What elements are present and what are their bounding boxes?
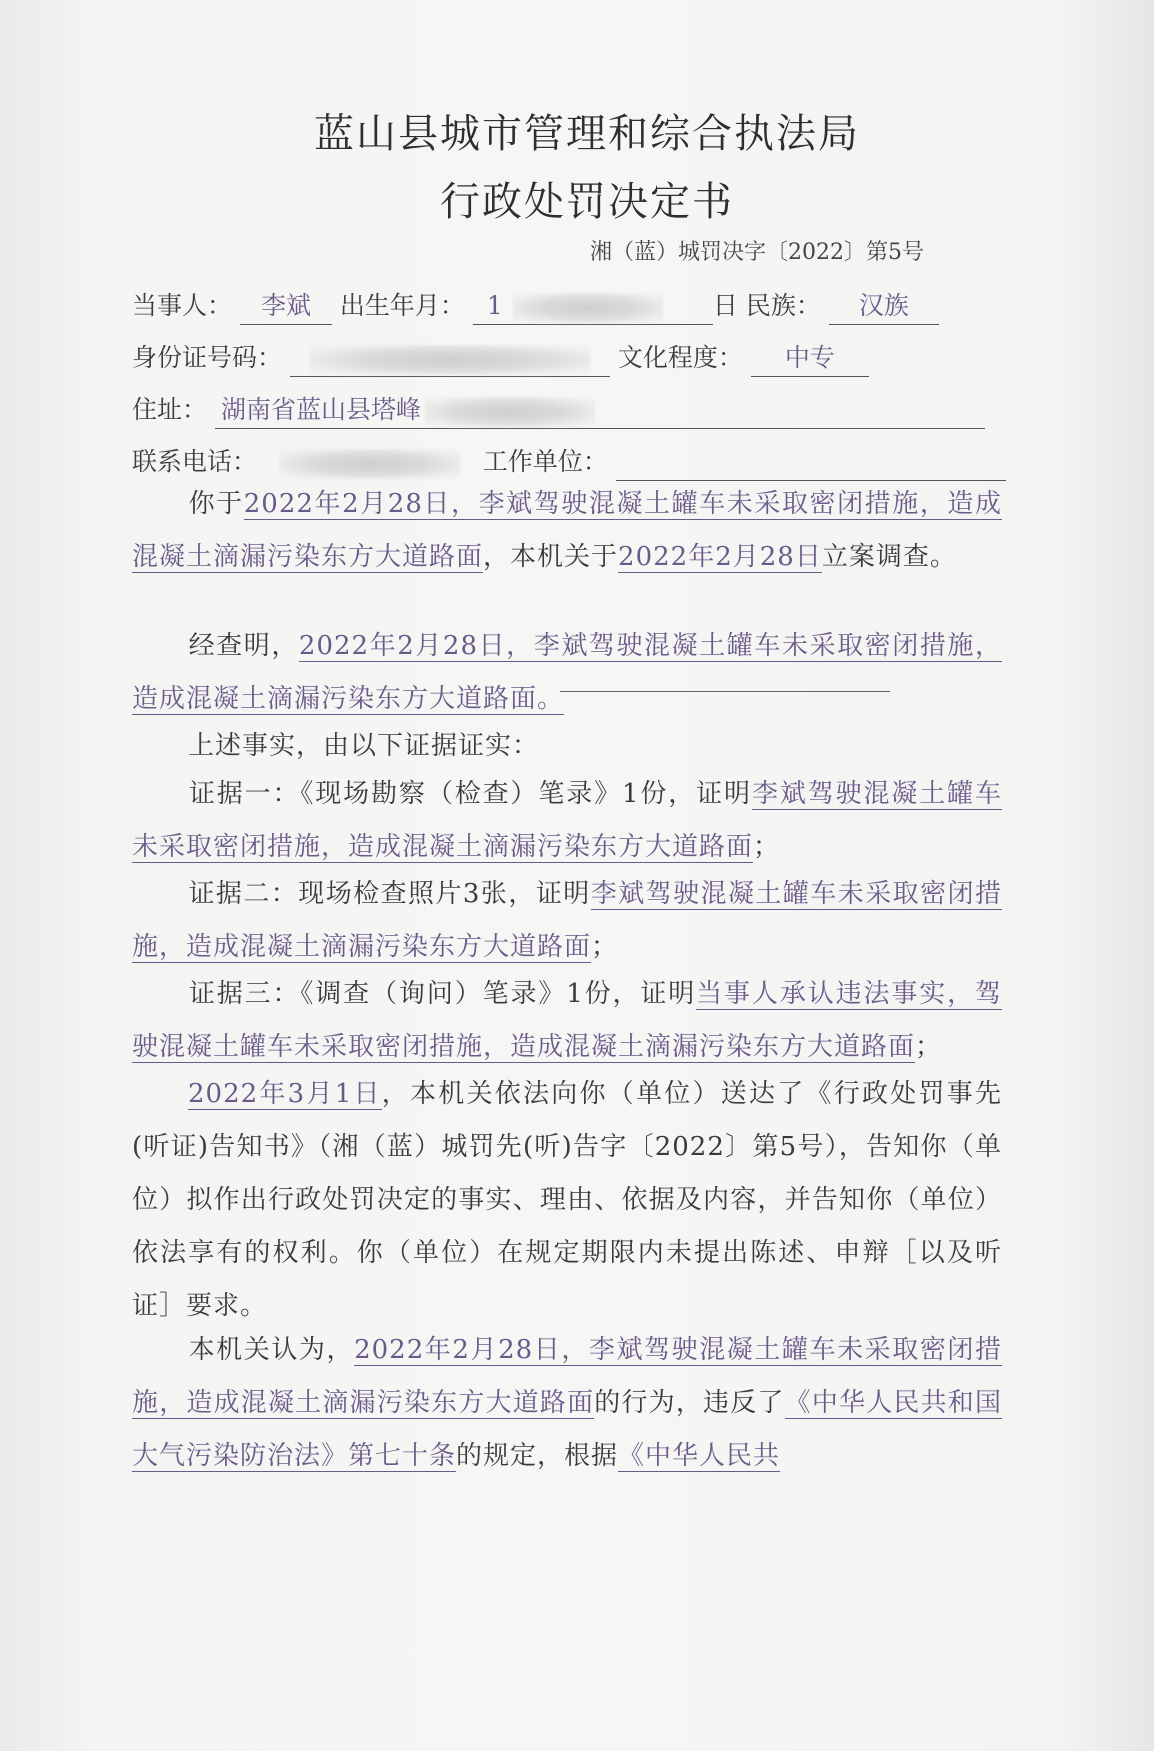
address-label: 住址： [132, 395, 208, 424]
p1-text-a: 你于 [188, 489, 244, 519]
evidence-1 [132, 768, 1002, 874]
e2-proof: 李斌驾驶混凝土罐车未采取密闭措施，造成混凝土滴漏污染东方大道路面 [132, 879, 1002, 962]
phone-label: 联系电话： [132, 447, 258, 476]
p2-fact: 2022年2月28日，李斌驾驶混凝土罐车未采取密闭措施，造成混凝土滴漏污染东方大道路面。 [132, 631, 1002, 714]
redaction-blur [425, 397, 595, 427]
address-value [215, 392, 985, 429]
document-title: 蓝山县城市管理和综合执法局 [314, 111, 860, 157]
phone-value [265, 444, 475, 481]
p5-text-a: 本机关认为， [188, 1335, 355, 1365]
p3-text: 上述事实，由以下证据证实： [188, 731, 540, 761]
redaction-blur [513, 293, 663, 323]
document-subtitle: 行政处罚决定书 [440, 179, 734, 225]
party-row-2 [132, 340, 869, 377]
evidence-3 [132, 968, 1002, 1074]
birth-label: 出生年月： [339, 291, 465, 320]
birth-value [473, 288, 713, 325]
e1-text-c: ； [753, 832, 781, 862]
birth-value-start: 1 [486, 291, 503, 320]
p5-text-c: 的行为，违反了 [594, 1388, 785, 1418]
address-text: 湖南省蓝山县塔峰 [220, 395, 421, 424]
paragraph-case-filing [132, 478, 1002, 584]
paragraph-findings [132, 620, 1002, 726]
employer-value [616, 444, 1006, 481]
e2-text-c: ； [591, 932, 619, 962]
ethnicity-value: 汉族 [829, 288, 939, 325]
p4-text: ，本机关依法向你（单位）送达了《行政处罚事先(听证)告知书》（湘（蓝）城罚先(听)告字〔2022〕第5号），告知你（单位）拟作出行政处罚决定的事实、理由、依据及内容，并告知你（单位）依法享有的权利。你（单位）在规定期限内未提出陈述、申辩［以及听证］要求。 [132, 1079, 1002, 1321]
employer-label: 工作单位： [482, 447, 608, 476]
e2-text-a: 证据二：现场检查照片3张，证明 [188, 879, 591, 909]
e1-proof: 李斌驾驶混凝土罐车未采取密闭措施，造成混凝土滴漏污染东方大道路面 [132, 779, 1002, 862]
redaction-blur [310, 345, 590, 375]
paragraph-evidence-intro [132, 720, 1002, 773]
p5-fact: 2022年2月28日，李斌驾驶混凝土罐车未采取密闭措施，造成混凝土滴漏污染东方大道路面 [132, 1335, 1002, 1418]
ethnicity-label: 民族： [745, 291, 821, 320]
p2-text-a: 经查明， [188, 631, 299, 661]
e3-text-c: ； [915, 1032, 943, 1062]
p5-law-basis: 《中华人民共 [618, 1441, 781, 1471]
p1-fact: 2022年2月28日，李斌驾驶混凝土罐车未采取密闭措施，造成混凝土滴漏污染东方大道路面 [132, 489, 1002, 572]
name-value: 李斌 [240, 288, 332, 325]
p1-date: 2022年2月28日 [618, 542, 822, 572]
id-label: 身份证号码： [132, 343, 283, 372]
party-row-1 [132, 288, 939, 325]
p1-text-e: 立案调查。 [821, 542, 957, 572]
p4-date: 2022年3月1日 [188, 1079, 382, 1109]
name-label: 当事人： [132, 291, 233, 320]
party-row-4 [132, 444, 1006, 481]
p5-law-violated: 《中华人民共和国大气污染防治法》第七十条 [132, 1388, 1002, 1471]
e3-text-a: 证据三：《调查（询问）笔录》1份，证明 [188, 979, 697, 1009]
p5-text-e: 的规定，根据 [456, 1441, 619, 1471]
evidence-2 [132, 868, 1002, 974]
document-number: 湘（蓝）城罚决字〔2022〕第5号 [590, 240, 924, 265]
education-label: 文化程度： [617, 343, 743, 372]
e3-proof: 当事人承认违法事实，驾驶混凝土罐车未采取密闭措施，造成混凝土滴漏污染东方大道路面 [132, 979, 1002, 1062]
education-value: 中专 [751, 340, 869, 377]
e1-text-a: 证据一：《现场勘察（检查）笔录》1份，证明 [188, 779, 752, 809]
findings-underline-extension [560, 691, 890, 692]
birth-value-end: 日 [712, 291, 738, 320]
redaction-blur [280, 449, 460, 479]
paragraph-notification [132, 1068, 1002, 1333]
id-value [290, 340, 610, 377]
party-row-3 [132, 392, 985, 429]
paragraph-determination [132, 1324, 1002, 1483]
p1-text-c: ，本机关于 [483, 542, 619, 572]
